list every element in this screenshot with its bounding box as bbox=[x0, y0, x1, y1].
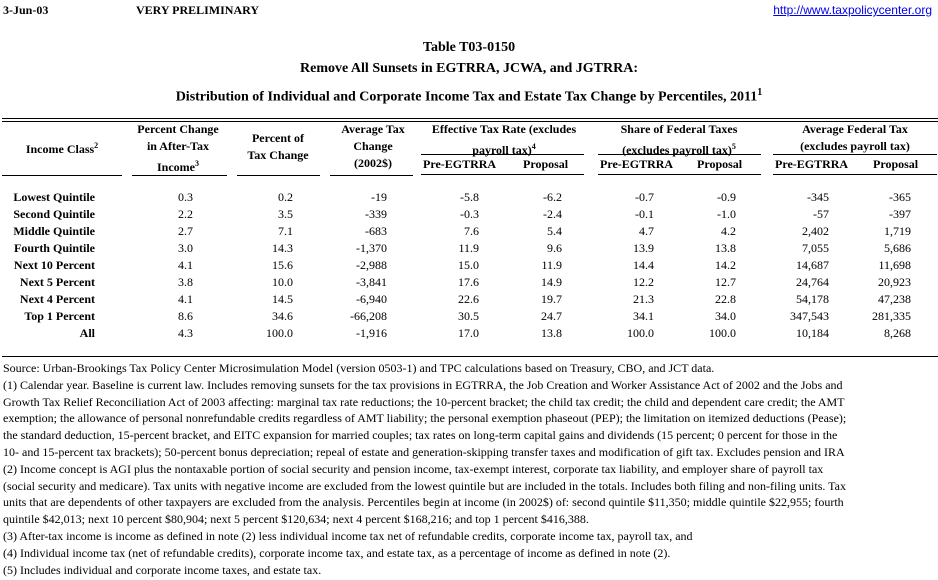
cell-share-proposal: 13.8 bbox=[715, 241, 736, 255]
cell-pct-change-after-tax: 4.1 bbox=[178, 258, 193, 272]
cell-etr-proposal: 24.7 bbox=[541, 309, 562, 323]
cell-pct-tax-change: 3.5 bbox=[278, 207, 293, 221]
cell-share-pre: 14.4 bbox=[633, 258, 654, 272]
footnote-line: quintile $42,013; next 10 percent $80,904; next 5 percent $120,634; next 4 percent $168,216; and top 1 percent $416,388. bbox=[3, 512, 589, 527]
cell-avg-fed-pre: 10,184 bbox=[796, 326, 829, 340]
cell-share-pre: 12.2 bbox=[633, 275, 654, 289]
table-row bbox=[0, 309, 938, 326]
cell-avg-tax-change: -3,841 bbox=[356, 275, 387, 289]
cell-etr-proposal: 9.6 bbox=[547, 241, 562, 255]
income-class-label: Next 5 Percent bbox=[19, 275, 95, 289]
cell-etr-pre: 11.9 bbox=[458, 241, 479, 255]
cell-avg-fed-pre: 7,055 bbox=[802, 241, 829, 255]
table-row bbox=[0, 275, 938, 292]
col-pct-tax-change: Percent of Tax Change bbox=[247, 131, 309, 162]
cell-share-proposal: 22.8 bbox=[715, 292, 736, 306]
cell-avg-fed-proposal: 11,698 bbox=[878, 258, 911, 272]
cell-etr-proposal: -2.4 bbox=[543, 207, 562, 221]
footnote-line: exemption; the allowance of personal nonrefundable credits regardless of AMT liability; the personal exemption phaseout (PEP); the limitation on itemized deductions (Pease); bbox=[3, 411, 847, 426]
cell-avg-fed-pre: -57 bbox=[813, 207, 829, 221]
cell-etr-proposal: 14.9 bbox=[541, 275, 562, 289]
cell-avg-fed-pre: 24,764 bbox=[796, 275, 829, 289]
cell-pct-change-after-tax: 2.7 bbox=[178, 224, 193, 238]
income-class-label: Next 10 Percent bbox=[13, 258, 95, 272]
col-avg-tax-change: Average Tax Change (2002$) bbox=[341, 122, 405, 170]
cell-etr-pre: 15.0 bbox=[458, 258, 479, 272]
cell-share-proposal: -0.9 bbox=[717, 190, 736, 204]
sub-proposal: Proposal bbox=[523, 157, 569, 171]
col-pct-change-after-tax: Percent Change in After-Tax Income$^3$ bbox=[137, 122, 219, 174]
table-titles bbox=[0, 37, 938, 103]
cell-etr-pre: 22.6 bbox=[458, 292, 479, 306]
cell-pct-tax-change: 34.6 bbox=[272, 309, 293, 323]
income-class-label: Second Quintile bbox=[13, 207, 95, 221]
cell-avg-fed-proposal: 281,335 bbox=[872, 309, 911, 323]
group-underline bbox=[773, 154, 937, 155]
table-row bbox=[0, 224, 938, 241]
cell-avg-fed-pre: -345 bbox=[807, 190, 829, 204]
cell-etr-pre: 7.6 bbox=[464, 224, 479, 238]
cell-avg-fed-pre: 347,543 bbox=[790, 309, 829, 323]
cell-avg-tax-change: -2,988 bbox=[356, 258, 387, 272]
col-underline bbox=[421, 174, 584, 175]
table-row bbox=[0, 292, 938, 309]
cell-etr-proposal: 11.9 bbox=[541, 258, 562, 272]
footnote-line: (1) Calendar year. Baseline is current law. Includes removing sunsets for the tax provisions in EGTRRA, the Job Creation and Worker Assistance Act of 2002 and the Jobs and bbox=[3, 377, 843, 392]
cell-etr-pre: -5.8 bbox=[460, 190, 479, 204]
footnote-line: (3) After-tax income is income as defined in note (2) less individual income tax net of refundable credits, corporate income tax, payroll tax, and bbox=[3, 528, 693, 543]
col-underline bbox=[773, 174, 937, 175]
footnote-line: (2) Income concept is AGI plus the nontaxable portion of social security and pension income, tax-exempt interest, corporate tax liability, and employer share of payroll tax bbox=[3, 461, 824, 476]
table-subtitle: Distribution of Individual and Corporate Income Tax and Estate Tax Change by Percentiles, 2011$^1$ bbox=[175, 87, 763, 105]
group-underline bbox=[598, 154, 761, 155]
col-underline bbox=[330, 175, 413, 176]
cell-avg-fed-proposal: -397 bbox=[889, 207, 911, 221]
document-header bbox=[0, 3, 938, 17]
cell-etr-proposal: 19.7 bbox=[541, 292, 562, 306]
col-underline bbox=[237, 175, 320, 176]
preliminary-label: VERY PRELIMINARY bbox=[136, 3, 260, 17]
cell-pct-change-after-tax: 8.6 bbox=[178, 309, 193, 323]
cell-pct-tax-change: 14.5 bbox=[272, 292, 293, 306]
footnotes bbox=[3, 360, 935, 578]
cell-share-pre: -0.1 bbox=[635, 207, 654, 221]
footnote-line: (5) Includes individual and corporate income taxes, and estate tax. bbox=[3, 562, 322, 577]
col-income-class: Income Class$^2$ bbox=[25, 141, 99, 156]
cell-avg-tax-change: -6,940 bbox=[356, 292, 387, 306]
cell-avg-fed-proposal: 47,238 bbox=[878, 292, 911, 306]
website-link[interactable]: http://www.taxpolicycenter.org bbox=[773, 3, 932, 17]
col-underline bbox=[2, 175, 122, 176]
cell-share-pre: 100.0 bbox=[627, 326, 654, 340]
source-note: Source: Urban-Brookings Tax Policy Center Microsimulation Model (version 0503-1) and TPC calculations based on Treasury, CBO, and JCT data. bbox=[3, 361, 715, 375]
cell-share-proposal: 4.2 bbox=[721, 224, 736, 238]
cell-pct-change-after-tax: 2.2 bbox=[178, 207, 193, 221]
cell-share-pre: 4.7 bbox=[639, 224, 654, 238]
income-class-label: Fourth Quintile bbox=[13, 241, 95, 255]
cell-avg-tax-change: -19 bbox=[371, 190, 387, 204]
document-date: 3-Jun-03 bbox=[3, 3, 49, 17]
footnote-line: 10- and 15-percent tax brackets); 50-percent bonus depreciation; repeal of estate and generation-skipping transfer taxes and modification of gift tax. Excludes pension and IRA bbox=[3, 444, 845, 459]
table-bottom-rule bbox=[2, 356, 938, 357]
col-share-federal-taxes: Share of Federal Taxes (excludes payroll tax)$^5$ bbox=[620, 122, 738, 157]
table-row bbox=[0, 326, 938, 343]
col-effective-tax-rate: Effective Tax Rate (excludes payroll tax)$^4$ bbox=[431, 122, 577, 157]
cell-avg-fed-pre: 14,687 bbox=[796, 258, 829, 272]
footnote-line: the standard deduction, 15-percent bracket, and EITC expansion for married couples; tax rates on long-term capital gains and dividends (15 percent; 0 percent for those in the bbox=[3, 428, 838, 443]
footnote-line: Growth Tax Relief Reconciliation Act of 2003 affecting: marginal tax rate reductions; the 10-percent bracket; the child tax credit; the child and dependent care credit; the AMT bbox=[3, 394, 845, 409]
cell-avg-tax-change: -1,916 bbox=[356, 326, 387, 340]
table-row bbox=[0, 241, 938, 258]
income-class-label: Middle Quintile bbox=[13, 224, 95, 238]
cell-share-proposal: 12.7 bbox=[715, 275, 736, 289]
cell-share-pre: -0.7 bbox=[635, 190, 654, 204]
income-class-label: Lowest Quintile bbox=[13, 190, 95, 204]
cell-pct-tax-change: 10.0 bbox=[272, 275, 293, 289]
cell-share-proposal: 100.0 bbox=[709, 326, 736, 340]
cell-share-proposal: 34.0 bbox=[715, 309, 736, 323]
cell-avg-fed-proposal: 5,686 bbox=[884, 241, 911, 255]
group-underline bbox=[421, 154, 584, 155]
cell-etr-pre: -0.3 bbox=[460, 207, 479, 221]
cell-avg-fed-proposal: -365 bbox=[889, 190, 911, 204]
cell-pct-change-after-tax: 0.3 bbox=[178, 190, 193, 204]
sub-proposal: Proposal bbox=[697, 157, 743, 171]
cell-pct-tax-change: 14.3 bbox=[272, 241, 293, 255]
table-row bbox=[0, 190, 938, 207]
cell-avg-fed-pre: 2,402 bbox=[802, 224, 829, 238]
cell-pct-tax-change: 15.6 bbox=[272, 258, 293, 272]
cell-avg-fed-pre: 54,178 bbox=[796, 292, 829, 306]
cell-pct-change-after-tax: 3.0 bbox=[178, 241, 193, 255]
cell-pct-tax-change: 0.2 bbox=[278, 190, 293, 204]
footnote-line: (4) Individual income tax (net of refundable credits), corporate income tax, and estate tax, as a percentage of income as defined in note (2). bbox=[3, 545, 671, 560]
cell-etr-pre: 17.0 bbox=[458, 326, 479, 340]
cell-pct-tax-change: 100.0 bbox=[266, 326, 293, 340]
table-row bbox=[0, 207, 938, 224]
cell-etr-proposal: 13.8 bbox=[541, 326, 562, 340]
cell-share-pre: 13.9 bbox=[633, 241, 654, 255]
cell-etr-pre: 30.5 bbox=[458, 309, 479, 323]
cell-etr-proposal: -6.2 bbox=[543, 190, 562, 204]
footnote-line: (social security and medicare). Tax units with negative income are excluded from the lowest quintile but are included in the totals. Includes both filing and non-filing units. Tax bbox=[3, 478, 846, 493]
cell-avg-tax-change: -339 bbox=[365, 207, 387, 221]
cell-etr-pre: 17.6 bbox=[458, 275, 479, 289]
table-row bbox=[0, 258, 938, 275]
cell-avg-fed-proposal: 20,923 bbox=[878, 275, 911, 289]
cell-pct-tax-change: 7.1 bbox=[278, 224, 293, 238]
income-class-label: Next 4 Percent bbox=[19, 292, 95, 306]
income-class-label: All bbox=[79, 326, 95, 340]
footnote-ref: 1 bbox=[757, 87, 763, 98]
col-underline bbox=[598, 174, 761, 175]
cell-pct-change-after-tax: 4.3 bbox=[178, 326, 193, 340]
cell-share-proposal: -1.0 bbox=[717, 207, 736, 221]
cell-etr-proposal: 5.4 bbox=[547, 224, 562, 238]
sub-pre-egtrra: Pre-EGTRRA bbox=[600, 157, 674, 171]
cell-avg-fed-proposal: 1,719 bbox=[884, 224, 911, 238]
col-underline bbox=[132, 175, 227, 176]
col-average-federal-tax: Average Federal Tax (excludes payroll tax) bbox=[800, 122, 910, 153]
sub-pre-egtrra: Pre-EGTRRA bbox=[423, 157, 497, 171]
cell-avg-tax-change: -1,370 bbox=[356, 241, 387, 255]
cell-share-proposal: 14.2 bbox=[715, 258, 736, 272]
cell-avg-tax-change: -683 bbox=[365, 224, 387, 238]
cell-avg-fed-proposal: 8,268 bbox=[884, 326, 911, 340]
cell-share-pre: 21.3 bbox=[633, 292, 654, 306]
table-title: Remove All Sunsets in EGTRRA, JCWA, and JGTRRA: bbox=[300, 61, 638, 76]
table-id: Table T03-0150 bbox=[422, 40, 516, 55]
cell-avg-tax-change: -66,208 bbox=[350, 309, 387, 323]
sub-pre-egtrra: Pre-EGTRRA bbox=[775, 157, 849, 171]
sub-proposal: Proposal bbox=[873, 157, 919, 171]
income-class-label: Top 1 Percent bbox=[24, 309, 95, 323]
cell-share-pre: 34.1 bbox=[633, 309, 654, 323]
cell-pct-change-after-tax: 4.1 bbox=[178, 292, 193, 306]
footnote-line: units that are dependents of other taxpayers are excluded from the analysis. Percentiles begin at income (in 2002$) of: second quintile $11,350; middle quintile $22,955; fourth bbox=[3, 495, 844, 510]
cell-pct-change-after-tax: 3.8 bbox=[178, 275, 193, 289]
